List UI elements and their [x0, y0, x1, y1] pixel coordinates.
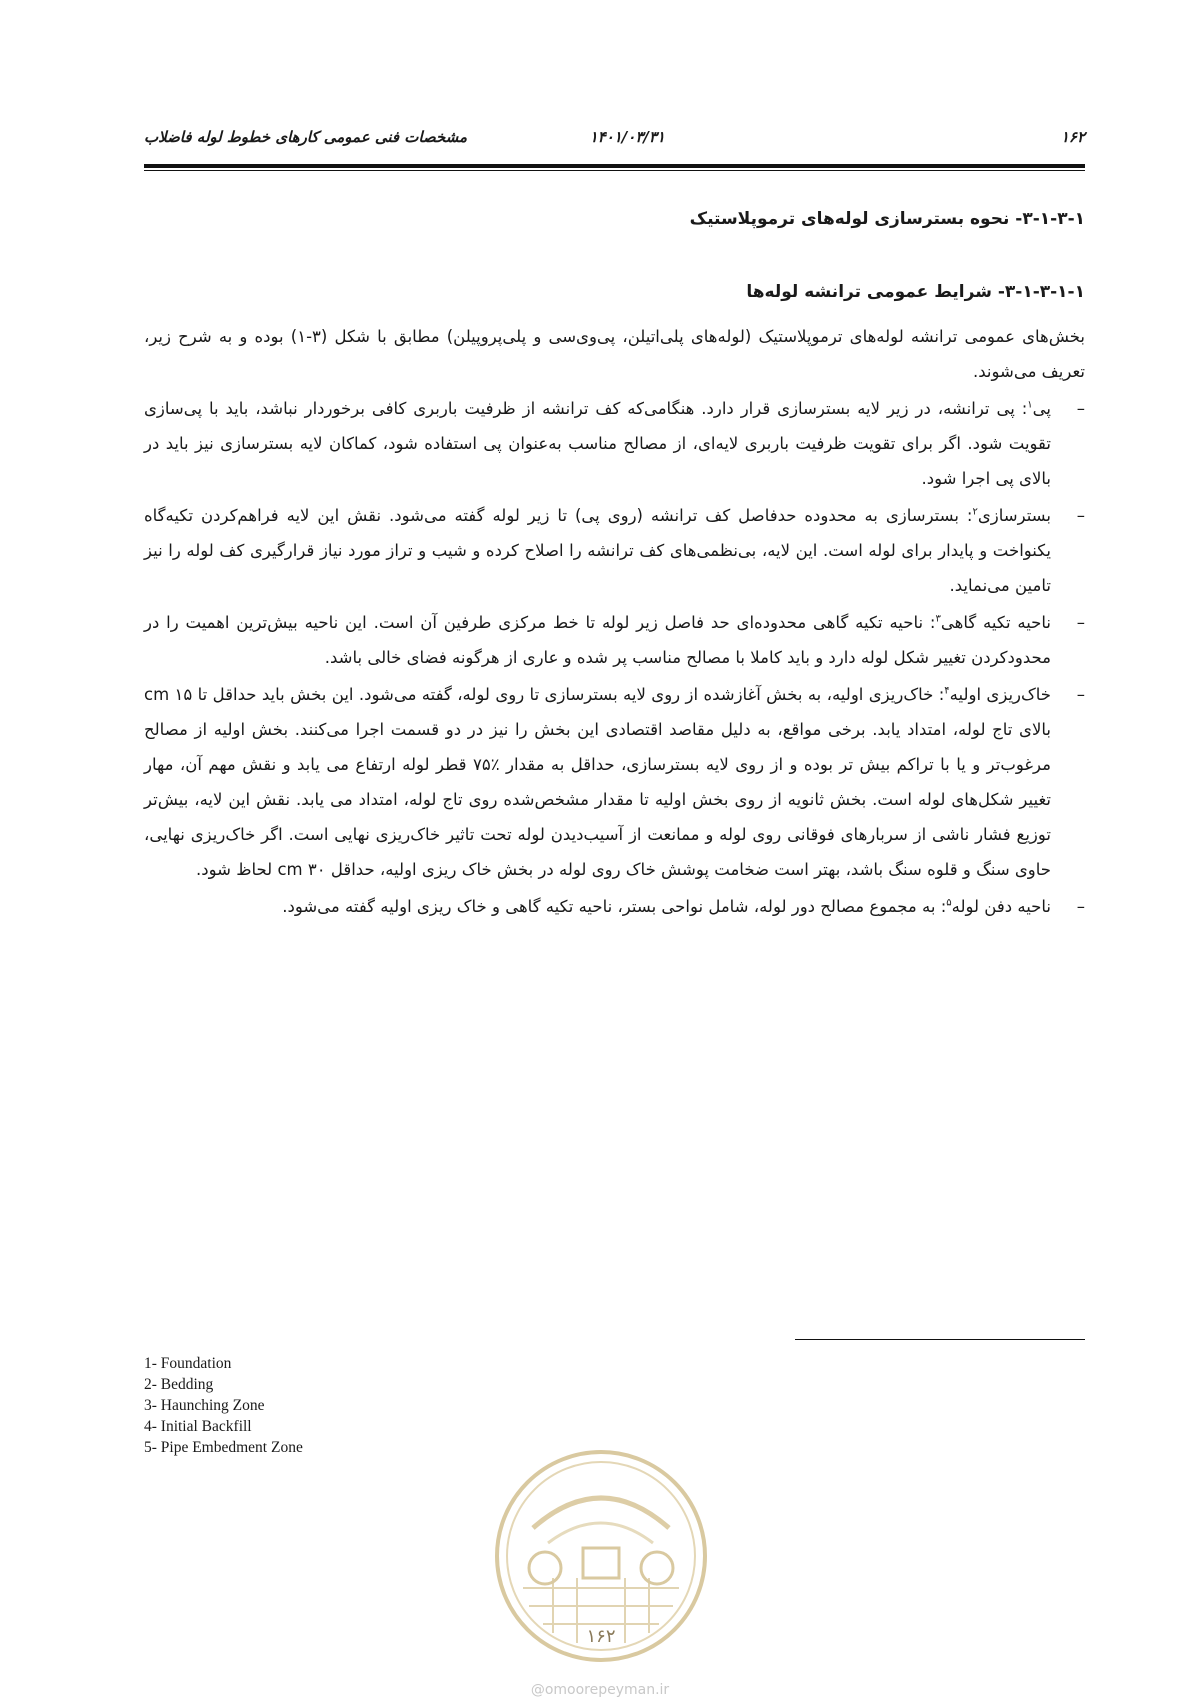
dash-marker: –: [1076, 685, 1085, 704]
footnote-ref: ۴: [944, 685, 950, 697]
dash-marker: –: [1076, 613, 1085, 632]
dash-marker: –: [1076, 399, 1085, 418]
header-rule-thick: [144, 164, 1085, 168]
watermark-text: @omoorepeyman.ir: [530, 1682, 670, 1698]
section-heading: ۳-۱-۳-۱- نحوه بسترسازی لوله‌های ترموپلاستیک: [689, 209, 1085, 229]
list-item: [144, 498, 1085, 603]
bullet-text: ناحیه تکیه گاهی محدوده‌ای حد فاصل زیر لوله تا خط مرکزی طرفین آن است. این ناحیه بیش‌ترین اهمیت را در محدودکردن تغییر شکل لوله دارد و باید کاملا با مصالح مناسب پر شده و عاری از هرگونه فضای خالی باشد.: [144, 613, 1051, 667]
header-page-number: ۱۶۲: [1060, 128, 1085, 146]
footnotes: [144, 1353, 644, 1458]
list-item: [144, 889, 1085, 924]
bullet-term: پی: [1032, 399, 1051, 418]
section-subheading: ۳-۱-۳-۱-۱- شرایط عمومی ترانشه لوله‌ها: [746, 282, 1085, 302]
page-content: [144, 204, 1085, 924]
bullet-sep: :: [1021, 399, 1028, 418]
bullet-term: خاک‌ریزی اولیه: [949, 685, 1051, 704]
bullet-term: بسترسازی: [977, 506, 1051, 525]
bullet-sep: :: [966, 506, 973, 525]
footnote-item: 5- Pipe Embedment Zone: [144, 1439, 303, 1456]
bullet-text: به مجموع مصالح دور لوله، شامل نواحی بستر، ناحیه تکیه گاهی و خاک ریزی اولیه گفته می‌شود.: [282, 897, 941, 916]
bullet-sep: :: [938, 685, 945, 704]
seal-number: ۱۶۲: [586, 1626, 616, 1647]
footnote-ref: ۵: [946, 897, 952, 909]
footnote-item: 1- Foundation: [144, 1355, 232, 1372]
intro-paragraph: بخش‌های عمومی ترانشه لوله‌های ترموپلاستیک (لوله‌های پلی‌اتیلن، پی‌وی‌سی و پلی‌پروپیلن) مطابق با شکل (۳-۱) بوده و به شرح زیر، تعریف می‌شوند.: [144, 327, 1085, 381]
bullet-sep: :: [929, 613, 936, 632]
header-rule-thin: [144, 170, 1085, 171]
footnote-item: 3- Haunching Zone: [144, 1397, 265, 1414]
footnote-separator: [795, 1339, 1085, 1340]
bullet-text: خاک‌ریزی اولیه، به بخش آغازشده از روی لایه بسترسازی تا روی لوله، گفته می‌شود. این بخش باید حداقل تا ۱۵ cm بالای تاج لوله، امتداد یابد. برخی مواقع، به دلیل مقاصد اقتصادی این بخش را نیز در دو قسمت اجرا می‌کنند. بخش اولیه از مصالح مرغوب‌تر و یا با تراکم بیش تر بوده و از روی لایه بسترسازی، حداقل به مقدار ٪۷۵ قطر لوله ارتفاع می یابد و نقش مهم آن، مهار تغییر شکل‌های لوله است. بخش ثانویه از روی بخش اولیه تا مقدار مشخص‌شده روی تاج لوله، امتداد می یابد. نقش این لایه، بیش‌تر توزیع فشار ناشی از سربارهای فوقانی روی لوله و ممانعت از آسیب‌دیدن لوله تحت تاثیر خاک‌ریزی نهایی است. اگر خاک‌ریزی نهایی، حاوی سنگ و قلوه سنگ باشد، بهتر است ضخامت پوشش خاک روی لوله در بخش خاک ریزی اولیه، حداقل ۳۰ cm لحاظ شود.: [144, 685, 1052, 879]
bullet-text: بسترسازی به محدوده حدفاصل کف ترانشه (روی پی) تا زیر لوله گفته می‌شود. نقش این لایه فراهم‌کردن تکیه‌گاه یکنواخت و پایدار برای لوله است. این لایه، بی‌نظمی‌های کف ترانشه را اصلاح کرده و شیب و تراز مورد نیاز قرارگیری کف لوله را نیز تامین می‌نماید.: [144, 506, 1051, 595]
list-item: [144, 391, 1085, 496]
footnote-ref: ۱: [1027, 399, 1033, 411]
footnote-ref: ۲: [972, 506, 978, 518]
header-date: ۱۴۰۱/۰۳/۳۱: [589, 128, 665, 146]
list-item: [144, 605, 1085, 675]
page-header: [144, 128, 1085, 158]
dash-marker: –: [1076, 506, 1085, 525]
list-item: [144, 677, 1085, 887]
footnote-item: 4- Initial Backfill: [144, 1418, 252, 1435]
bullet-term: ناحیه دفن لوله: [951, 897, 1051, 916]
bullet-term: ناحیه تکیه گاهی: [940, 613, 1051, 632]
bullet-text: پی ترانشه، در زیر لایه بسترسازی قرار دارد. هنگامی‌که کف ترانشه از ظرفیت باربری کافی برخوردار نباشد، باید با پی‌سازی تقویت شود. اگر برای تقویت ظرفیت باربری لایه‌ای، از مصالح مناسب به‌عنوان پی استفاده شود، کماکان لایه بسترسازی نیز باید در بالای پی اجرا شود.: [144, 399, 1051, 488]
header-title: مشخصات فنی عمومی کارهای خطوط لوله فاضلاب: [144, 128, 468, 146]
dash-marker: –: [1076, 897, 1085, 916]
bullet-sep: :: [940, 897, 947, 916]
footnote-ref: ۳: [935, 613, 941, 625]
footnote-item: 2- Bedding: [144, 1376, 214, 1393]
